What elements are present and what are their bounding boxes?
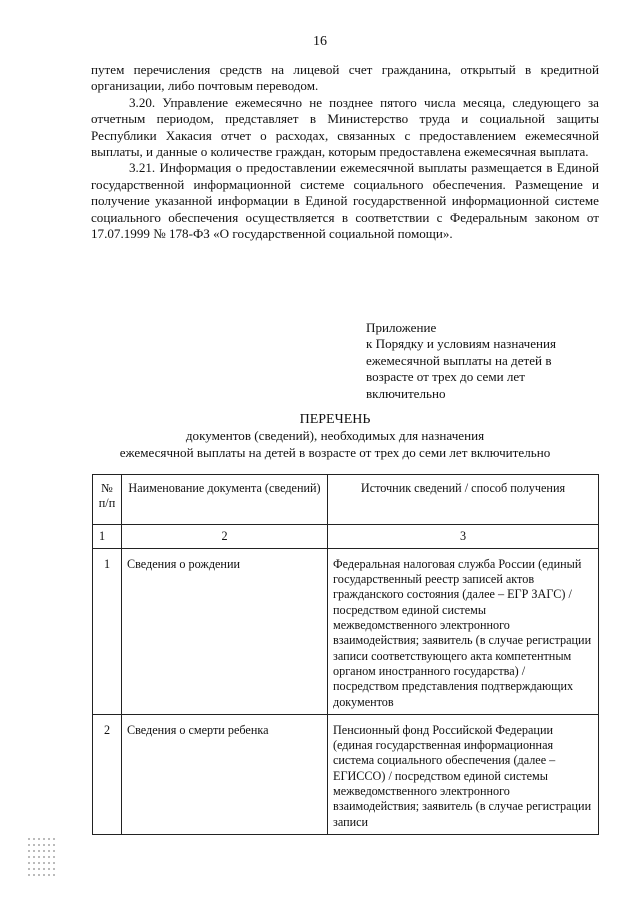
column-number: 1 — [93, 524, 122, 548]
list-heading — [70, 412, 600, 461]
table-row — [93, 714, 599, 834]
appendix-line: ежемесячной выплаты на детей в — [366, 352, 552, 368]
column-number: 3 — [328, 524, 599, 548]
appendix-note — [366, 320, 596, 402]
table-row — [93, 548, 599, 714]
row-source: Федеральная налоговая служба России (единый государственный реестр записей актов гражданского состояния (далее – ЕГР ЗАГС) / посредством единой системы межведомственного электронного взаимодействия; заявитель (в случае регистрации записи соответствующего акта компетентным органом иностранного государства) / посредством представления подтверждающих документов — [328, 548, 599, 714]
scan-margin-mark — [28, 838, 58, 894]
paragraph-3-21: 3.21. Информация о предоставлении ежемесячной выплаты размещается в Единой государственной информационной системе социального обеспечения. Размещение и получение указанной информации в Единой государственной информационной системе социального обеспечения осуществляется в соответствии с Федеральным законом от 17.07.1999 № 178-ФЗ «О государственной социальной помощи». — [91, 160, 599, 242]
row-num: 1 — [93, 548, 122, 714]
paragraph-3-20: 3.20. Управление ежемесячно не позднее пятого числа месяца, следующего за отчетным периодом, представляет в Министерство труда и социальной защиты Республики Хакасия отчет о расходах, связанных с предоставлением ежемесячной выплаты, и данные о количестве граждан, которым предоставлена ежемесячная выплата. — [91, 94, 599, 160]
row-name: Сведения о рождении — [122, 548, 328, 714]
appendix-line: возрасте от трех до семи лет — [366, 369, 525, 385]
body-text — [91, 62, 599, 242]
appendix-line: к Порядку и условиям назначения — [366, 336, 557, 352]
paragraph-continuation: путем перечисления средств на лицевой счет гражданина, открытый в кредитной организации, либо почтовым переводом. — [91, 62, 599, 94]
list-subtitle: ежемесячной выплаты на детей в возрасте от трех до семи лет включительно — [119, 444, 551, 460]
table-header-row — [93, 475, 599, 525]
header-num: № п/п — [93, 475, 122, 525]
documents-table — [92, 474, 599, 835]
appendix-line: Приложение — [366, 320, 437, 335]
appendix-line: включительно — [366, 385, 446, 401]
column-number: 2 — [122, 524, 328, 548]
row-name: Сведения о смерти ребенка — [122, 714, 328, 834]
header-name: Наименование документа (сведений) — [122, 475, 328, 525]
page-number: 16 — [313, 34, 327, 49]
column-number-row — [93, 524, 599, 548]
list-subtitle: документов (сведений), необходимых для назначения — [185, 428, 485, 444]
row-source: Пенсионный фонд Российской Федерации (единая государственная информационная система социального обеспечения (далее – ЕГИССО) / посредством единой системы межведомственного электронного взаимодействия; заявитель (в случае регистрации записи — [328, 714, 599, 834]
list-title: ПЕРЕЧЕНЬ — [299, 412, 371, 427]
header-source: Источник сведений / способ получения — [328, 475, 599, 525]
row-num: 2 — [93, 714, 122, 834]
